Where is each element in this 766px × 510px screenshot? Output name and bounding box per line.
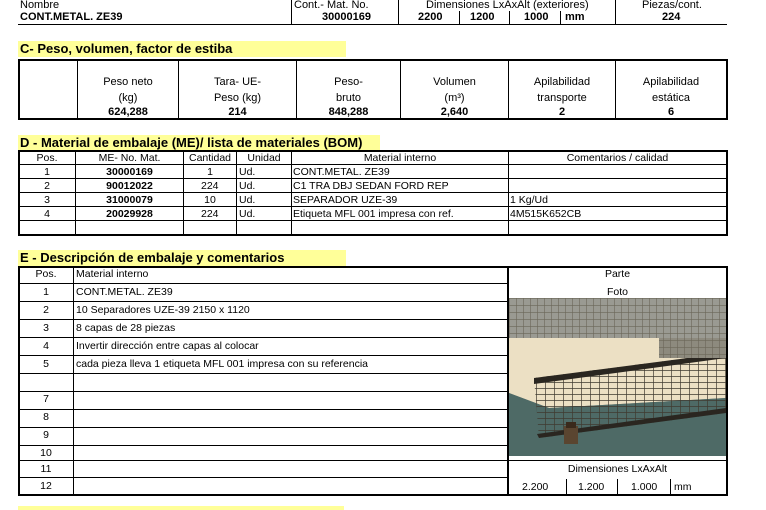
- table-row: 1: [207, 166, 213, 178]
- bom-header-coment: Comentarios / calidad: [566, 152, 669, 164]
- table-row: 1 Kg/Ud: [510, 194, 548, 206]
- bom-header-material: Material interno: [363, 152, 437, 164]
- section-c-title: C- Peso, volumen, factor de estiba: [18, 41, 346, 57]
- apil-transporte-value: 2: [558, 106, 566, 118]
- list-item: 1: [43, 286, 49, 298]
- apil-transporte-label2: transporte: [537, 92, 587, 104]
- next-section-bar: [18, 506, 344, 510]
- table-row: 4M515K652CB: [510, 208, 582, 220]
- list-item: CONT.METAL. ZE39: [76, 286, 173, 298]
- list-item: 7: [43, 393, 49, 405]
- table-row: 3: [44, 194, 50, 206]
- table-row: 224: [201, 180, 219, 192]
- bom-header-unidad: Unidad: [247, 152, 281, 164]
- table-row: 2: [44, 180, 50, 192]
- dim-l: 2200: [418, 11, 443, 23]
- desc-header-mat: Material interno: [76, 268, 149, 280]
- table-row: Etiqueta MFL 001 impresa con ref.: [293, 208, 454, 220]
- tara-label1: Tara- UE-: [213, 76, 262, 88]
- bom-header-cant: Cantidad: [188, 152, 232, 164]
- table-row: Ud.: [239, 194, 256, 206]
- list-item: 8 capas de 28 piezas: [76, 322, 176, 334]
- list-item: 12: [40, 480, 52, 492]
- table-row: 20029928: [106, 208, 153, 220]
- dim-a-e: 1.200: [578, 481, 605, 493]
- table-row: 90012022: [106, 180, 153, 192]
- dim-l-e: 2.200: [522, 481, 549, 493]
- table-row: CONT.METAL. ZE39: [293, 166, 390, 178]
- volumen-value: 2,640: [440, 106, 469, 118]
- dim-unit-e: mm: [674, 481, 692, 493]
- volumen-label1: Volumen: [433, 76, 476, 88]
- apil-transporte-label1: Apilabilidad: [533, 76, 591, 88]
- dim-alt: 1000: [524, 11, 549, 23]
- cont-value: 30000169: [322, 11, 371, 23]
- dim-alt-e: 1.000: [631, 481, 658, 493]
- tara-value: 214: [228, 106, 247, 118]
- table-row: Ud.: [239, 208, 256, 220]
- bom-header-mat: ME- No. Mat.: [98, 152, 161, 164]
- table-row: Ud.: [239, 166, 256, 178]
- list-item: cada pieza lleva 1 etiqueta MFL 001 impresa con su referencia: [76, 358, 369, 370]
- list-item: Invertir dirección entre capas al colocar: [76, 340, 259, 352]
- peso-neto-label2: (kg): [118, 92, 138, 104]
- piezas-value: 224: [662, 11, 681, 23]
- bom-header-pos: Pos.: [36, 152, 58, 164]
- table-row: 31000079: [106, 194, 153, 206]
- container-photo: [509, 298, 726, 456]
- table-row: 30000169: [106, 166, 153, 178]
- volumen-label2: (m³): [444, 92, 465, 104]
- section-d-title: D - Material de embalaje (ME)/ lista de materiales (BOM): [18, 135, 380, 150]
- peso-bruto-value: 848,288: [328, 106, 369, 118]
- section-e-title: E - Descripción de embalaje y comentarios: [18, 250, 346, 266]
- list-item: 10: [40, 447, 52, 459]
- list-item: 5: [43, 358, 49, 370]
- peso-bruto-label2: bruto: [335, 92, 362, 104]
- parte-label: Parte: [604, 268, 631, 280]
- table-row: 1: [44, 166, 50, 178]
- table-row: 10: [204, 194, 216, 206]
- peso-bruto-label1: Peso-: [334, 76, 363, 88]
- dim-label-e: Dimensiones LxAxAlt: [567, 463, 668, 475]
- table-row: Ud.: [239, 180, 256, 192]
- nombre-label: Nombre: [20, 0, 60, 11]
- list-item: 3: [43, 322, 49, 334]
- nombre-value: CONT.METAL. ZE39: [20, 11, 123, 23]
- dim-label: Dimensiones LxAxAlt (exteriores): [426, 0, 589, 11]
- table-row: C1 TRA DBJ SEDAN FORD REP: [293, 180, 449, 192]
- list-item: 4: [43, 340, 49, 352]
- apil-estatica-value: 6: [667, 106, 675, 118]
- list-item: 8: [43, 411, 49, 423]
- desc-header-pos: Pos.: [35, 268, 57, 280]
- tara-label2: Peso (kg): [213, 92, 262, 104]
- table-row: 224: [201, 208, 219, 220]
- cont-label: Cont.- Mat. No.: [294, 0, 369, 11]
- apil-estatica-label2: estática: [652, 92, 690, 104]
- peso-neto-label1: Peso neto: [103, 76, 153, 88]
- foto-label: Foto: [606, 286, 628, 298]
- piezas-label: Piezas/cont.: [642, 0, 702, 11]
- list-item: 2: [43, 304, 49, 316]
- list-item: 11: [40, 463, 52, 475]
- dim-a: 1200: [470, 11, 495, 23]
- table-row: SEPARADOR UZE-39: [293, 194, 398, 206]
- dim-unit: mm: [565, 11, 585, 23]
- table-row: 4: [44, 208, 50, 220]
- list-item: 9: [43, 429, 49, 441]
- peso-neto-value: 624,288: [108, 106, 148, 118]
- list-item: 10 Separadores UZE-39 2150 x 1120: [76, 304, 250, 316]
- apil-estatica-label1: Apilabilidad: [642, 76, 700, 88]
